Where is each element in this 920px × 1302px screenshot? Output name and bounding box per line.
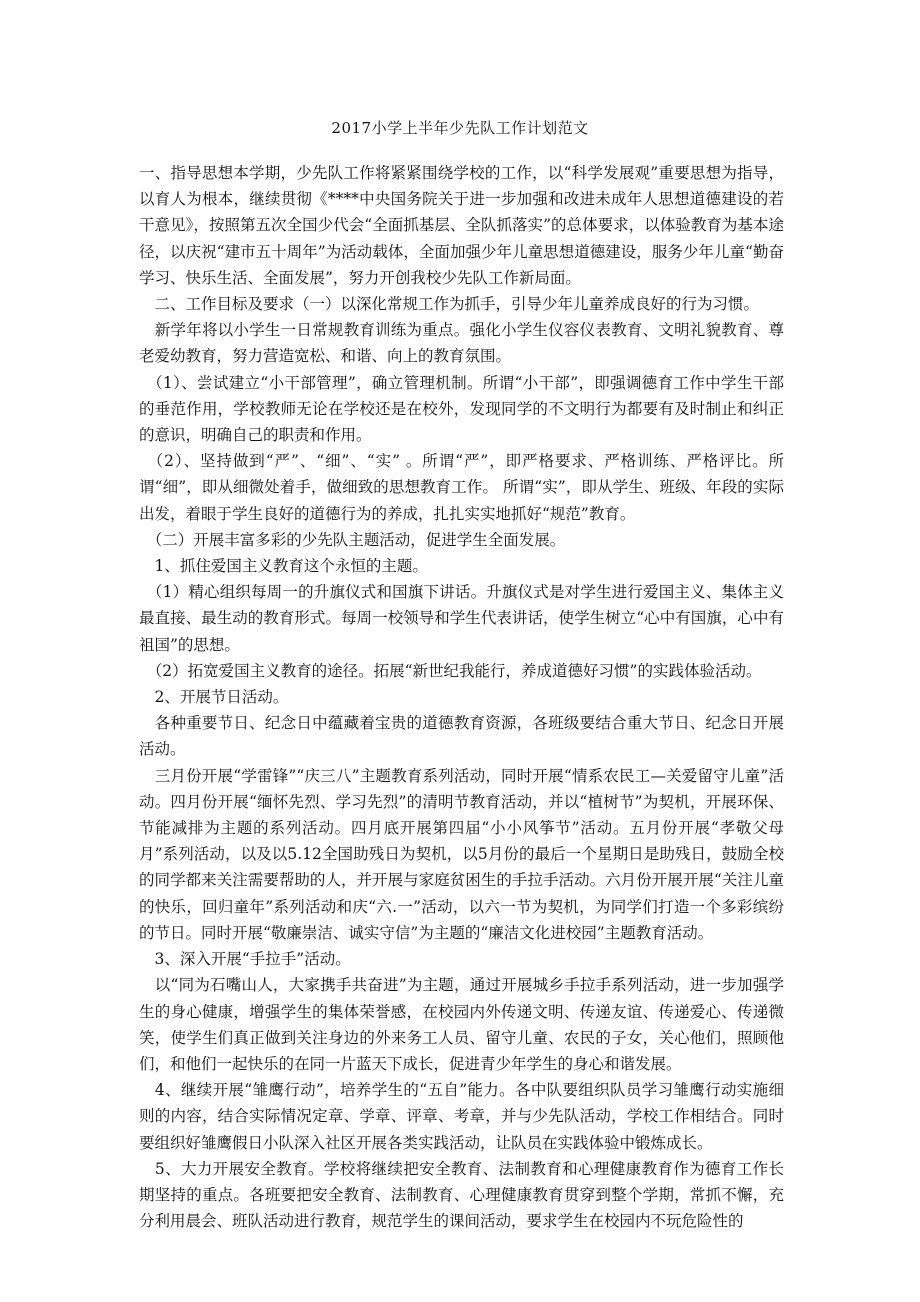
paragraph-themed-activities-heading: （二）开展丰富多彩的少先队主题活动，促进学生全面发展。 bbox=[139, 530, 566, 549]
paragraph-student-cadre: （1）、尝试建立“小干部管理”，确立管理机制。所谓“小干部”，即强调德育工作中学生干部的垂范作用，学校教师无论在学校还是在校外，发现同学的不文明行为都要有及时制止和纠正的意识，明确自己的职责和作用。 bbox=[139, 373, 784, 445]
paragraph-safety-education: 5、大力开展安全教育。学校将继续把安全教育、法制教育和心理健康教育作为德育工作长期坚持的重点。各班要把安全教育、法制教育、心理健康教育贯穿到整个学期，常抓不懈，充分利用晨会、班队活动进行教育，规范学生的课间活动，要求学生在校园内不玩危险性的 bbox=[139, 1159, 784, 1231]
document-body bbox=[139, 160, 784, 1234]
paragraph-festival-resources: 各种重要节日、纪念日中蕴藏着宝贵的道德教育资源，各班级要结合重大节日、纪念日开展活动。 bbox=[139, 714, 784, 759]
paragraph-patriotism-heading: 1、抓住爱国主义教育这个永恒的主题。 bbox=[139, 557, 428, 576]
paragraph-eaglet-action: 4、继续开展“雏鹰行动”，培养学生的“五自”能力。各中队要组织队员学习雏鹰行动实施细则的内容，结合实际情况定章、学章、评章、考章，并与少先队活动，学校工作相结合。同时要组织好雏鹰假日小队深入社区开展各类实践活动，让队员在实践体验中锻炼成长。 bbox=[139, 1081, 784, 1152]
paragraph-guiding-ideology: 一、指导思想本学期，少先队工作将紧紧围绕学校的工作，以“科学发展观”重要思想为指导，以育人为根本，继续贯彻《****中央国务院关于进一步加强和改进未成年人思想道德建设的若干意见》，按照第五次全国少代会“全面抓基层、全队抓落实”的总体要求，以体验教育为基本途径，以庆祝“建市五十周年”为活动载体，全面加强少年儿童思想道德建设，服务少年儿童“勤奋学习、快乐生活、全面发展”，努力开创我校少先队工作新局面。 bbox=[139, 164, 784, 287]
paragraph-flag-ceremony: （1）精心组织每周一的升旗仪式和国旗下讲话。升旗仪式是对学生进行爱国主义、集体主义最直接、最生动的教育形式。每周一校领导和学生代表讲话，使学生树立“心中有国旗，心中有祖国”的思想。 bbox=[139, 583, 784, 654]
paragraph-daily-routine: 新学年将以小学生一日常规教育训练为重点。强化小学生仪容仪表教育、文明礼貌教育、尊老爱幼教育，努力营造宽松、和谐、向上的教育氛围。 bbox=[139, 321, 784, 366]
paragraph-festival-heading: 2、开展节日活动。 bbox=[139, 688, 289, 707]
document-title: 2017小学上半年少先队工作计划范文 bbox=[331, 119, 589, 137]
paragraph-goals-heading: 二、工作目标及要求（一）以深化常规工作为抓手，引导少年儿童养成良好的行为习惯。 bbox=[139, 295, 760, 314]
paragraph-monthly-activities: 三月份开展“学雷锋”“庆三八”主题教育系列活动，同时开展“情系农民工—关爱留守儿童”活动。四月份开展“缅怀先烈、学习先烈”的清明节教育活动，并以“植树节”为契机，开展环保、节能减排为主题的系列活动。四月底开展第四届“小小风筝节”活动。五月份开展“孝敬父母月”系列活动，以及以5.12全国助残日为契机，以5月份的最后一个星期日是助残日，鼓励全校的同学都来关注需要帮助的人，并开展与家庭贫困生的手拉手活动。六月份开展开展“关注儿童的快乐，回归童年”系列活动和庆“六.一”活动，以六一节为契机，为同学们打造一个多彩缤纷的节日。同时开展“敬廉崇洁、诚实守信”为主题的“廉洁文化进校园”主题教育活动。 bbox=[139, 766, 784, 942]
paragraph-hand-in-hand: 以“同为石嘴山人，大家携手共奋进”为主题，通过开展城乡手拉手系列活动，进一步加强学生的身心健康，增强学生的集体荣誉感，在校园内外传递文明、传递友谊、传递爱心、传递微笑，使学生们真正做到关注身边的外来务工人员、留守儿童、农民的子女，关心他们，照顾他们，和他们一起快乐的在同一片蓝天下成长，促进青少年学生的身心和谐发展。 bbox=[139, 976, 784, 1073]
paragraph-hand-in-hand-heading: 3、深入开展“手拉手”活动。 bbox=[139, 950, 351, 969]
paragraph-patriotism-channels: （2）拓宽爱国主义教育的途径。拓展“新世纪我能行，养成道德好习惯”的实践体验活动。 bbox=[139, 661, 762, 680]
paragraph-strict-detailed-practical: （2）、坚持做到“严”、“细”、“实” 。所谓“严”，即严格要求、严格训练、严格评比。所谓“细”，即从细微处着手，做细致的思想教育工作。 所谓“实”，即从学生、班级、年段的实际出发，着眼于学生良好的道德行为的养成，扎扎实实地抓好“规范”教育。 bbox=[139, 452, 784, 523]
